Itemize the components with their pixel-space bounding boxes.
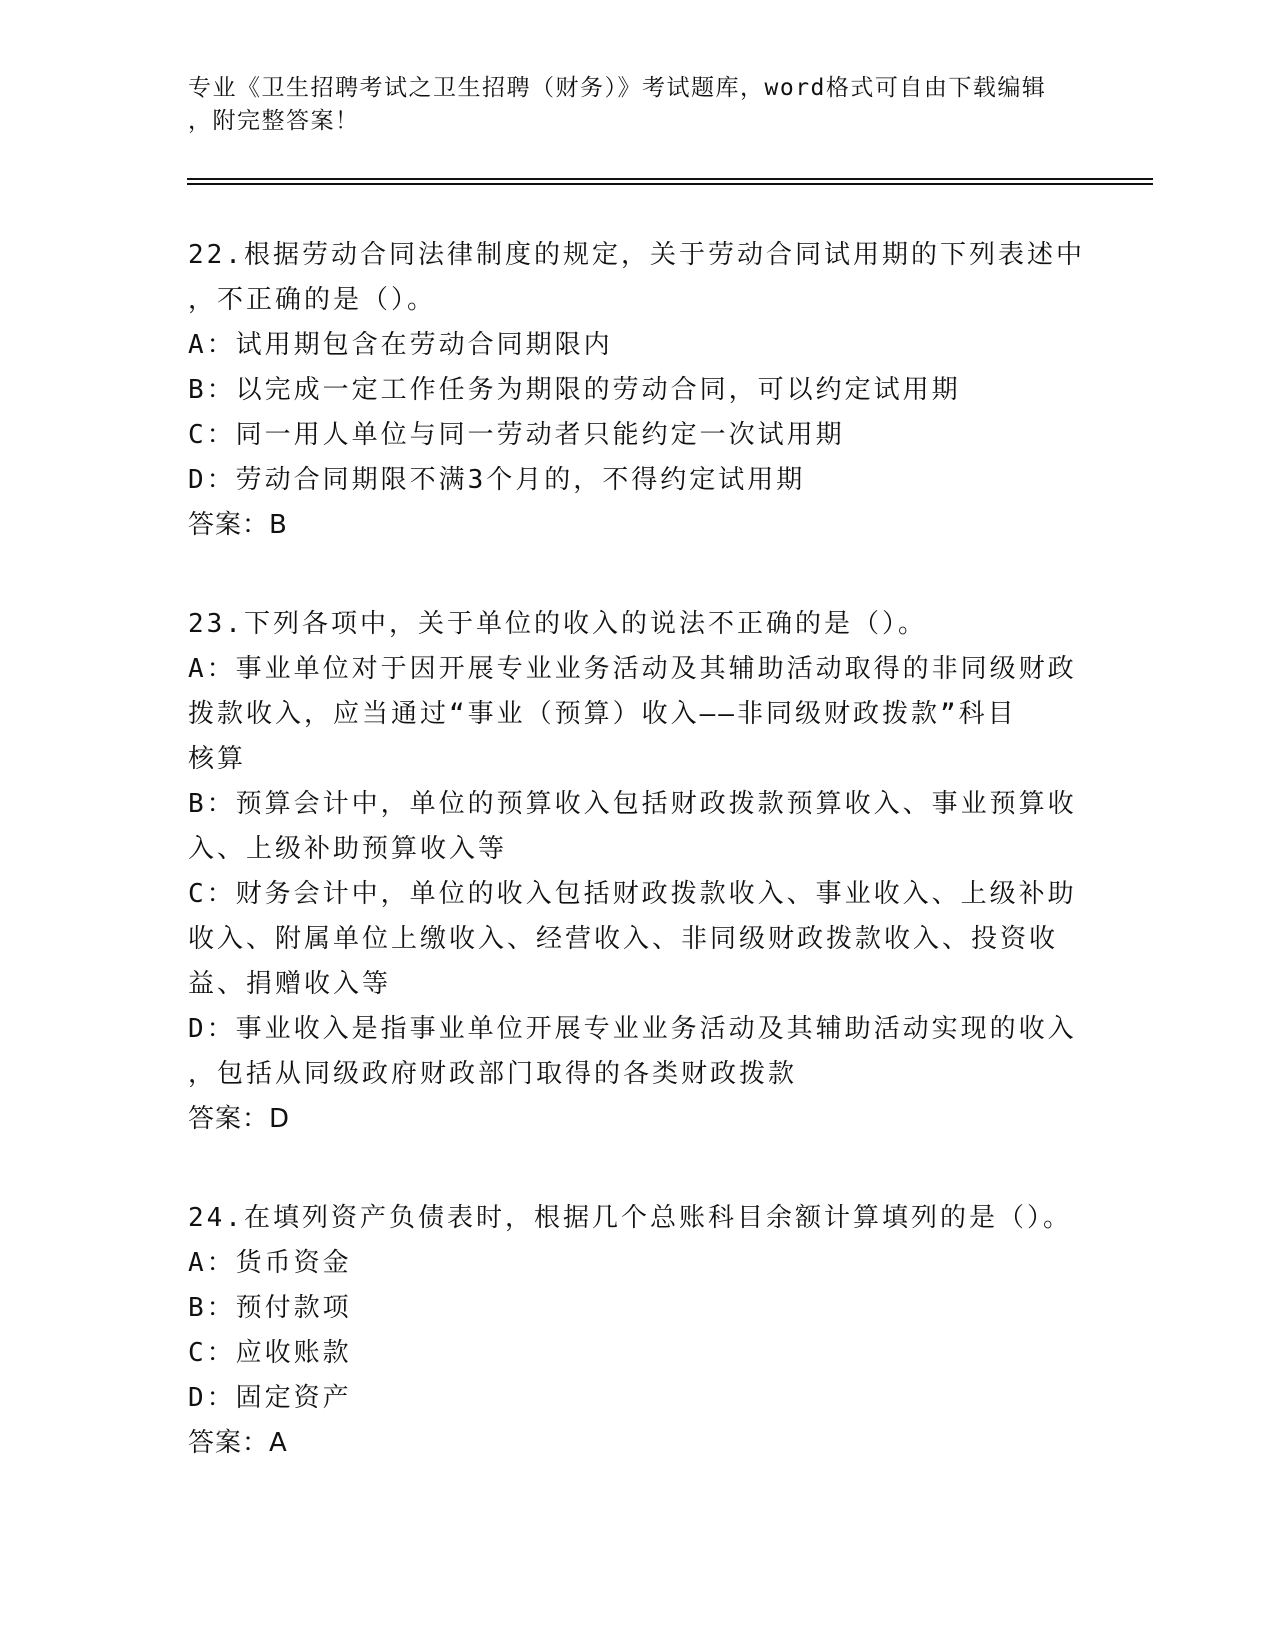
answer-label: 答案：A [188, 1428, 288, 1458]
answer-label: 答案：D [188, 1104, 291, 1134]
option-d: D：事业收入是指事业单位开展专业业务活动及其辅助活动实现的收入 [188, 1014, 1077, 1044]
option-a: A：试用期包含在劳动合同期限内 [188, 330, 613, 360]
option-c: C：同一用人单位与同一劳动者只能约定一次试用期 [188, 420, 845, 450]
question-stem: ，不正确的是（）。 [188, 285, 437, 315]
header-divider-top [187, 178, 1153, 180]
option-b: B：预算会计中，单位的预算收入包括财政拨款预算收入、事业预算收 [188, 789, 1077, 819]
question-list [188, 233, 1088, 1520]
option-c: C：应收账款 [188, 1338, 352, 1368]
answer-label: 答案：B [188, 510, 288, 540]
option-d: D：劳动合同期限不满3个月的，不得约定试用期 [188, 465, 806, 495]
question-stem: 22.根据劳动合同法律制度的规定，关于劳动合同试用期的下列表述中 [188, 240, 1085, 270]
option-c: 益、捐赠收入等 [188, 969, 392, 999]
question-24 [188, 1196, 1088, 1466]
option-a: A：货币资金 [188, 1248, 352, 1278]
document-header [188, 72, 1068, 138]
option-b: B：以完成一定工作任务为期限的劳动合同，可以约定试用期 [188, 375, 961, 405]
option-a: 拨款收入，应当通过“事业（预算）收入——非同级财政拨款”科目 [188, 699, 1017, 729]
option-a: 核算 [188, 744, 247, 774]
question-stem: 24.在填列资产负债表时，根据几个总账科目余额计算填列的是（）。 [188, 1203, 1072, 1233]
header-line-2: ，附完整答案！ [188, 108, 360, 134]
header-line-1: 专业《卫生招聘考试之卫生招聘（财务）》考试题库，word格式可自由下载编辑 [188, 75, 1047, 101]
question-22 [188, 233, 1088, 548]
header-divider-bottom [187, 183, 1153, 185]
question-stem: 23.下列各项中，关于单位的收入的说法不正确的是（）。 [188, 609, 927, 639]
option-c: C：财务会计中，单位的收入包括财政拨款收入、事业收入、上级补助 [188, 879, 1077, 909]
option-b: B：预付款项 [188, 1293, 352, 1323]
option-d: ，包括从同级政府财政部门取得的各类财政拨款 [188, 1059, 798, 1089]
option-a: A：事业单位对于因开展专业业务活动及其辅助活动取得的非同级财政 [188, 654, 1077, 684]
option-b: 入、上级补助预算收入等 [188, 834, 508, 864]
option-c: 收入、附属单位上缴收入、经营收入、非同级财政拨款收入、投资收 [188, 924, 1059, 954]
question-23 [188, 602, 1088, 1142]
option-d: D：固定资产 [188, 1383, 352, 1413]
